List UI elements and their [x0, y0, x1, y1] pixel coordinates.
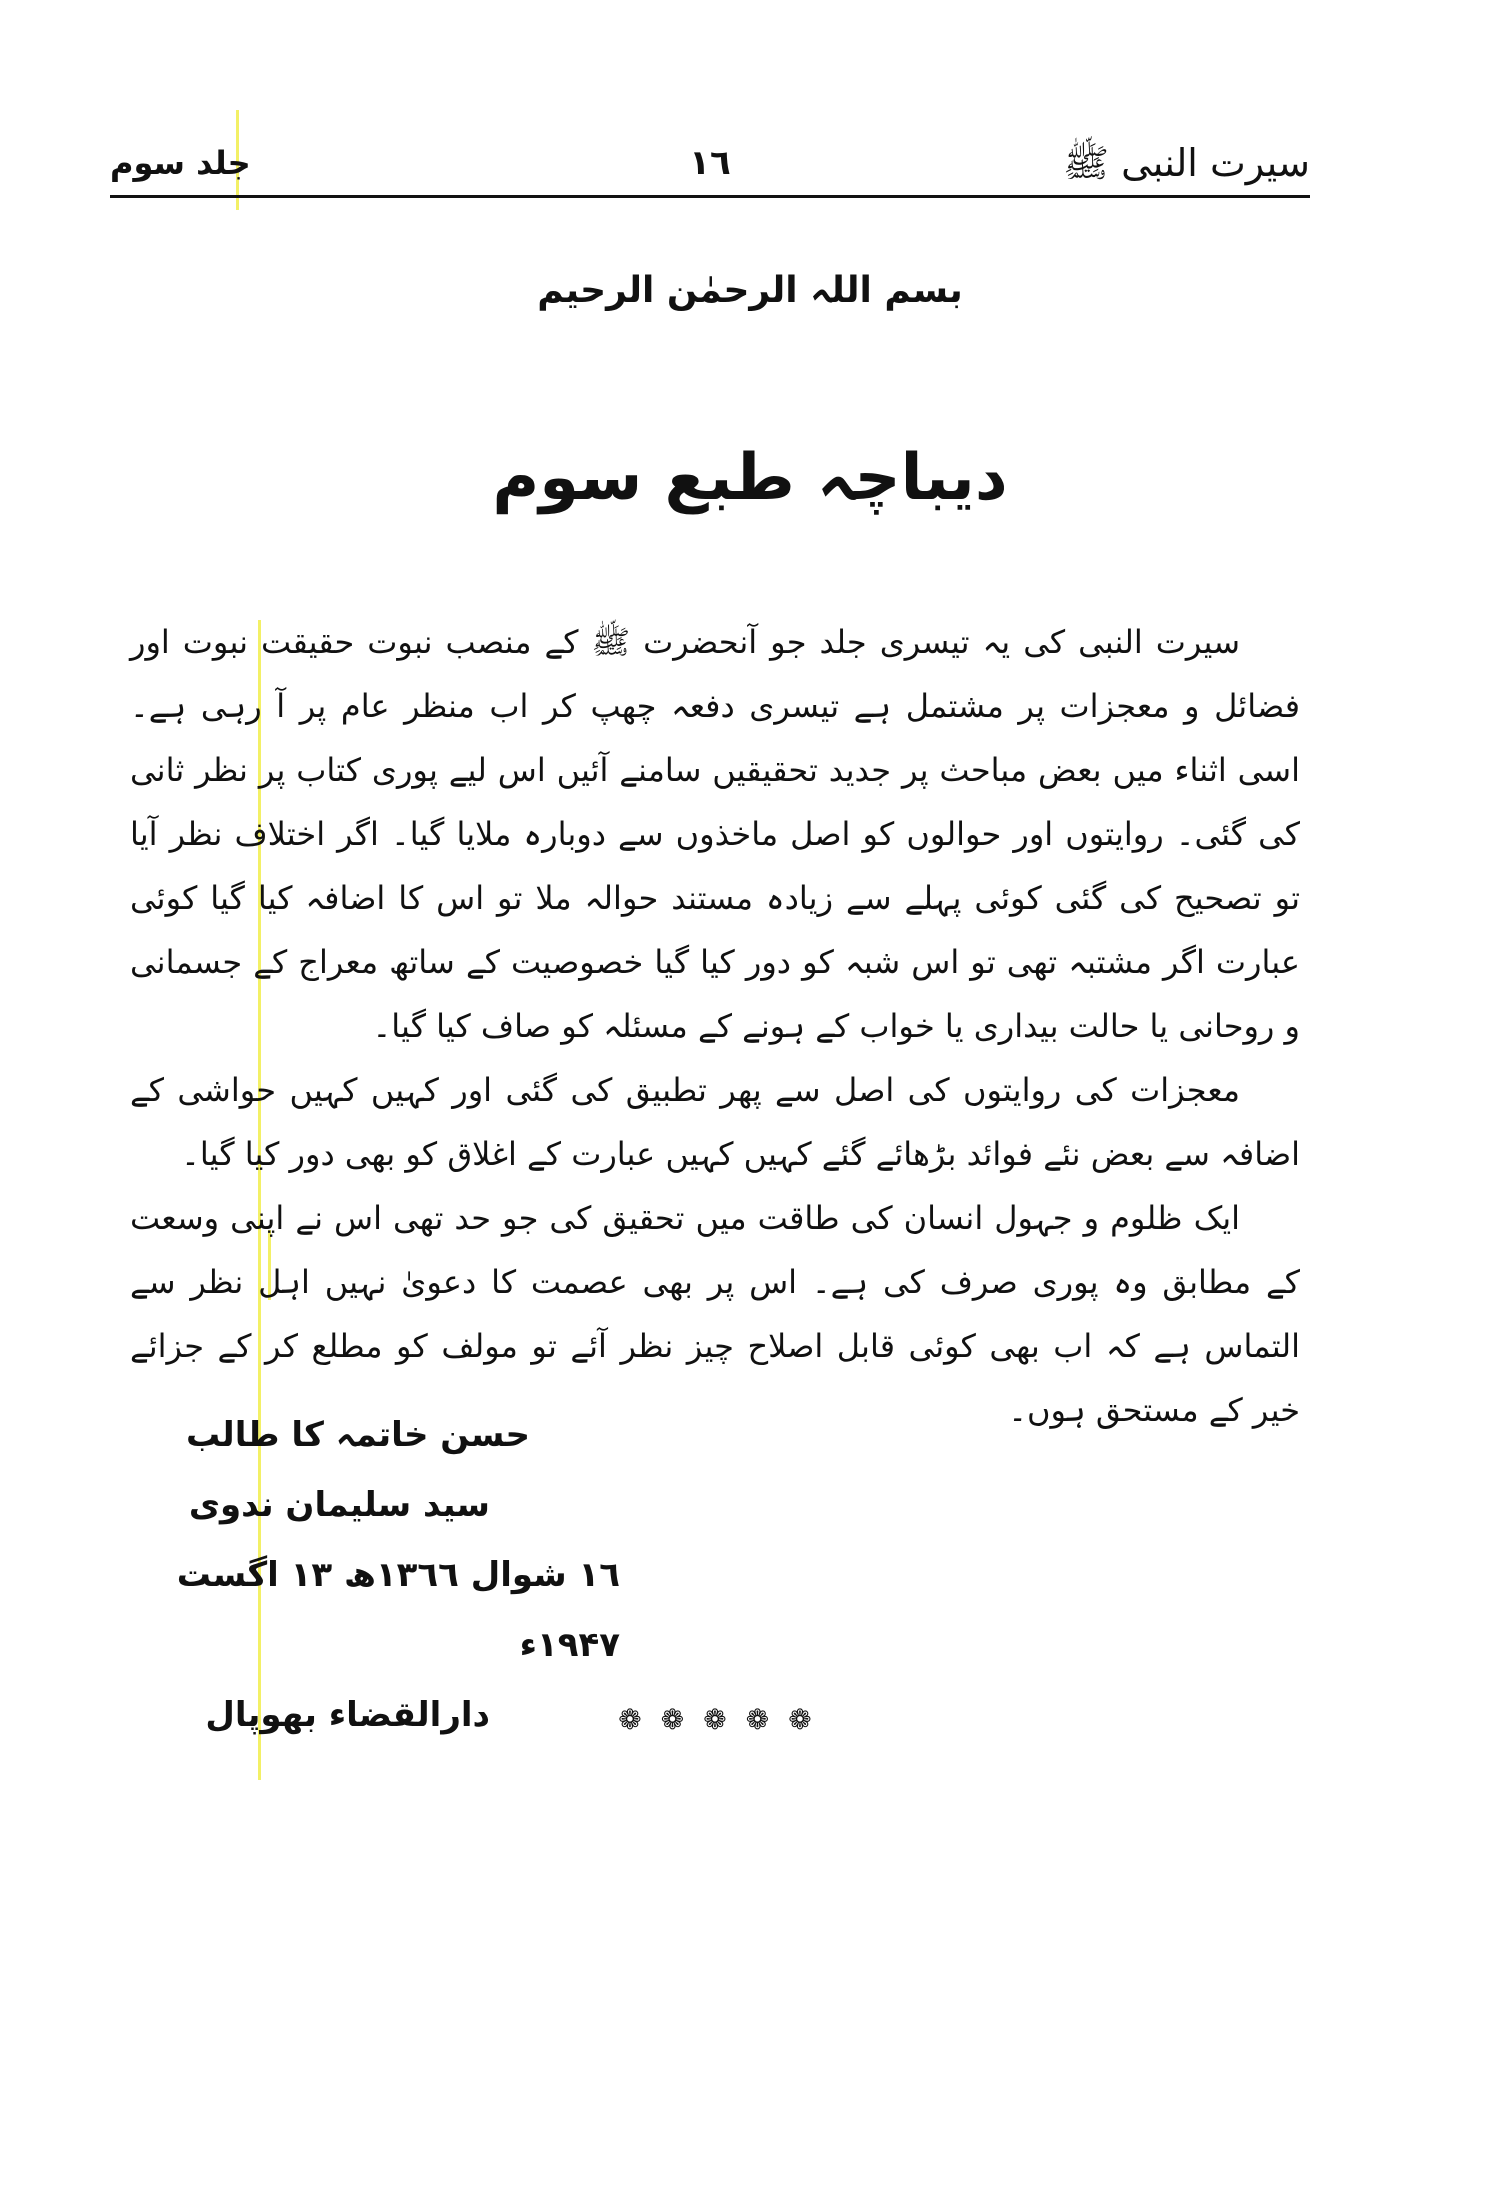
book-title: سیرت النبی ﷺ [1063, 141, 1310, 185]
flower-ornament-icon: ❁ [745, 1703, 770, 1736]
signature-block [120, 1400, 620, 1750]
ornament-divider [615, 1700, 815, 1740]
paragraph: ایک ظلوم و جہول انسان کی طاقت میں تحقیق کی جو حد تھی اس نے اپنی وسعت کے مطابق وہ پوری صرف کی ہے۔ اس پر بھی عصمت کا دعویٰ نہیں اہل نظر سے التماس ہے کہ اب بھی کوئی قابل اصلاح چیز نظر آئے تو مولف کو مطلع کر کے جزائے خیر کے مستحق ہوں۔ [130, 1199, 1300, 1429]
author-name: سید سلیمان ندوی [188, 1485, 490, 1525]
flower-ornament-icon: ❁ [788, 1703, 812, 1736]
volume-label: جلد سوم [110, 144, 251, 182]
signature-line: حسن خاتمہ کا طالب [185, 1415, 530, 1455]
flower-ornament-icon: ❁ [618, 1703, 642, 1736]
flower-ornament-icon: ❁ [660, 1703, 685, 1736]
header-rule [110, 195, 1310, 198]
flower-ornament-icon: ❁ [703, 1703, 727, 1736]
bismillah-heading: بسم اللہ الرحمٰن الرحیم [537, 270, 963, 311]
chapter-title: دیباچہ طبع سوم [492, 441, 1008, 515]
signature-date: ۱٦ شوال ۱۳٦٦ھ ۱۳ اگست ۱۹۴۷ء [176, 1555, 620, 1665]
page-number: ۱٦ [689, 143, 731, 183]
body-text [130, 610, 1300, 1442]
running-header [110, 135, 1310, 191]
paragraph: معجزات کی روایتوں کی اصل سے پھر تطبیق کی گئی اور کہیں کہیں حواشی کے اضافہ سے بعض نئے فوائد بڑھائے گئے کہیں کہیں عبارت کے اغلاق کو بھی دور کیا گیا۔ [130, 1071, 1300, 1173]
paragraph: سیرت النبی کی یہ تیسری جلد جو آنحضرت ﷺ کے منصب نبوت حقیقت نبوت اور فضائل و معجزات پر مشتمل ہے تیسری دفعہ چھپ کر اب منظر عام پر آ رہی ہے۔ اسی اثناء میں بعض مباحث پر جدید تحقیقیں سامنے آئیں اس لیے پوری کتاب پر نظر ثانی کی گئی۔ روایتوں اور حوالوں کو اصل ماخذوں سے دوبارہ ملایا گیا۔ اگر اختلاف نظر آیا تو تصحیح کی گئی کوئی پہلے سے زیادہ مستند حوالہ ملا تو اس کا اضافہ کیا گیا کوئی عبارت اگر مشتبہ تھی تو اس شبہ کو دور کیا گیا خصوصیت کے ساتھ معراج کے جسمانی و روحانی یا حالت بیداری یا خواب کے ہونے کے مسئلہ کو صاف کیا گیا۔ [130, 623, 1300, 1045]
signature-place: دارالقضاء بھوپال [205, 1695, 490, 1735]
